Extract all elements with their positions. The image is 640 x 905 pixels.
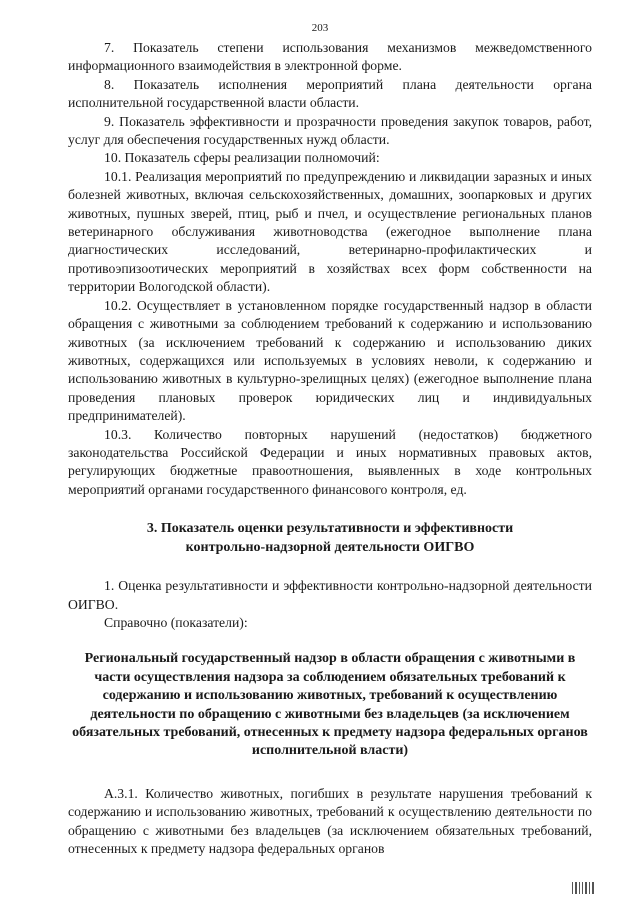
paragraph-a-3-1: А.3.1. Количество животных, погибших в результате нарушения требований к содержанию и использованию животных, требований к осуществлению деятельности по обращению с животными без владельцев (за исключением обязательных требований, отнесенных к предмету надзора федеральных органов xyxy=(68,785,592,857)
paragraph-10-2: 10.2. Осуществляет в установленном порядке государственный надзор в области обращения с животными за соблюдением требований к содержанию и использованию животных (за исключением требований к содержанию и использованию диких животных, содержащихся или используемых в условиях неволи, к содержанию и использованию животных в культурно-зрелищных целях) (ежегодное выполнение плана проведения плановых проверок юридических лиц и индивидуальных предпринимателей). xyxy=(68,297,592,424)
page-number: 203 xyxy=(311,22,329,34)
scan-mark xyxy=(572,882,602,894)
supervision-title: Региональный государственный надзор в области обращения с животными в части осуществления надзора за соблюдением обязательных требований к содержанию и использованию животных, требований к осуществлению деятельности по обращению с животными без владельцев (за исключением обязательных требований, отнесенных к предмету надзора федеральных органов исполнительной власти) xyxy=(72,651,588,759)
paragraph-10-3: 10.3. Количество повторных нарушений (недостатков) бюджетного законодательства Российской Федерации и иных нормативных правовых актов, регулирующих бюджетные правоотношения, выявленных в ходе контрольных мероприятий органами государственного финансового контроля, ед. xyxy=(68,426,592,497)
paragraph-10: 10. Показатель сферы реализации полномочий: xyxy=(104,150,380,166)
paragraph-8: 8. Показатель исполнения мероприятий плана деятельности органа исполнительной государственной власти области. xyxy=(68,76,592,111)
document-body xyxy=(68,39,592,858)
paragraph-10-1: 10.1. Реализация мероприятий по предупреждению и ликвидации заразных и иных болезней животных, включая сельскохозяйственных, домашних, зоопарковых и других животных, пушных зверей, птиц, рыб и пчел, и осуществление региональных планов ветеринарного обслуживания животноводства (ежегодное выполнение плана диагностических исследований, ветеринарно-профилактических и противоэпизоотических мероприятий в хозяйствах всех форм собственности на территории Вологодской области). xyxy=(68,168,592,295)
paragraph-evaluation: 1. Оценка результативности и эффективности контрольно-надзорной деятельности ОИГВО. xyxy=(68,578,592,612)
section-heading-line-1: 3. Показатель оценки результативности и эффективности xyxy=(146,521,514,537)
section-heading xyxy=(68,519,592,557)
section-heading-line-2: контрольно-надзорной деятельности ОИГВО xyxy=(185,540,475,556)
paragraph-7: 7. Показатель степени использования механизмов межведомственного информационного взаимодействия в электронной форме. xyxy=(68,40,592,74)
paragraph-9: 9. Показатель эффективности и прозрачности проведения закупок товаров, работ, услуг для обеспечения государственных нужд области. xyxy=(68,113,592,148)
paragraph-reference: Справочно (показатели): xyxy=(104,614,248,630)
